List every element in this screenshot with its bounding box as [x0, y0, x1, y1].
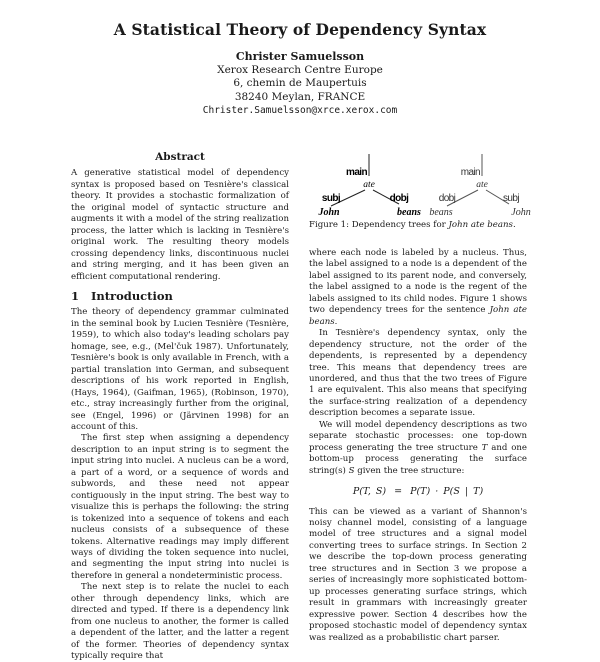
figure-caption [309, 220, 527, 230]
tree-structure-symbol: T [481, 442, 488, 453]
intro-paragraph-2: The first step when assigning a dependency description to an input string is to segment the input string into nuclei. A nucleus can be a word, a part of a word, or a sequence of words and subwords, and these need not appear contiguously in the input string. The best way to visualize this is perhaps the following: the string is tokenized into a sequence of tokens and each nucleus consists of a subsequence of these tokens. Alternative readings may imply different ways of dividing the token sequence into nuclei, and segmenting the input string into nuclei is therefore in general a nondeterministic process. [71, 433, 289, 581]
right-paragraph-1-example: John ate beans [309, 305, 527, 327]
right-paragraph-1-end: . [334, 316, 338, 327]
right-paragraph-2: In Tesnière's dependency syntax, only the dependency structure, not the order of the dependents, is represented by a dependency tree. This means that dependency trees are unordered, and thus that the two trees of Figure 1 are equivalent. This also means that specifying the surface-string realization of a dependency description becomes a separate issue. [309, 328, 527, 419]
tree2-left-label: dobj [438, 193, 456, 204]
section-heading [71, 288, 289, 303]
paper-title: A Statistical Theory of Dependency Syntax [113, 20, 487, 39]
author-affiliation: Xerox Research Centre Europe [217, 63, 383, 76]
equation-operator: = [394, 486, 403, 498]
abstract-text: A generative statistical model of dependency syntax is proposed based on Tesnière's classical theory. It provides a stochastic formalization of the original model of syntactic structure and augments it with a model of the string realization process, the latter which is lacking in Tesnière's original work. The resulting theory models crossing dependency links, discontinuous nuclei and string merging, and it has been given an efficient computational rendering. [71, 168, 289, 282]
equation-lhs: P(T, S) [352, 486, 387, 498]
author-block [0, 50, 600, 118]
figure-1 [309, 148, 539, 238]
tree2-root-label: main [460, 167, 480, 178]
right-column [309, 248, 527, 644]
tree1-root-node: ate [363, 180, 375, 190]
tree1-left-label: subj [321, 193, 341, 204]
section-title: Introduction [91, 288, 173, 303]
tree2-right-label: subj [503, 193, 519, 204]
equation [309, 486, 527, 497]
dependency-trees-diagram [309, 148, 539, 220]
author-name: Christer Samuelsson [235, 50, 365, 63]
tree1-root-label: main [346, 167, 367, 178]
dependency-tree-2 [429, 154, 530, 218]
right-paragraph-3-part-b: and one bottom-up process generating the surface string(s) [309, 442, 527, 476]
right-paragraph-3-part-a: We will model dependency descriptions as two separate stochastic processes: one top-down process generating the tree structure [309, 419, 527, 453]
abstract-heading: Abstract [155, 151, 205, 163]
author-address-line2: 38240 Meylan, FRANCE [234, 90, 366, 103]
equation-rhs: P(T) · P(S | T) [410, 486, 484, 498]
left-column [71, 152, 289, 662]
author-address-line1: 6, chemin de Maupertuis [233, 77, 367, 89]
tree2-right-node: John [511, 207, 531, 218]
right-paragraph-1 [309, 248, 527, 328]
right-paragraph-4: This can be viewed as a variant of Shannon's noisy channel model, consisting of a language model of tree structures and a signal model converting trees to surface strings. In Section 2 we describe the top-down process generating tree structures and in Section 3 we propose a series of increasingly more sophisticated bottom-up processes generating surface strings, which result in grammars with increasingly greater expressive power. Section 4 describes how the proposed stochastic model of dependency syntax was realized as a probabilistic chart parser. [309, 506, 527, 643]
intro-paragraph-3: The next step is to relate the nuclei to each other through dependency links, which are directed and typed. If there is a dependency link from one nucleus to another, the former is called a dependent of the latter, and the latter a regent of the former. Theories of dependency syntax typically require that [71, 582, 289, 662]
right-paragraph-3-part-c: given the tree structure: [354, 465, 465, 476]
dependency-tree-1 [317, 154, 421, 218]
intro-paragraph-1: The theory of dependency grammar culminated in the seminal book by Lucien Tesnière (Tesnière, 1959), to which also today's leading scholars pay homage, see, e.g., (Mel'čuk 1987). Unfortunately, Tesnière's book is only available in French, with a partial translation into German, and subsequent descriptions of his work reported in English, (Hays, 1964), (Gaifman, 1965), (Robinson, 1970), etc., stray increasingly further from the original, see (Engel, 1996) or (Järvinen 1998) for an account of this. [71, 307, 289, 432]
tree1-right-node: beans [397, 207, 421, 218]
figure-caption-example: John ate beans [448, 220, 513, 230]
tree1-left-node: John [318, 207, 340, 218]
figure-caption-text: Figure 1: Dependency trees for [309, 220, 449, 230]
author-email: Christer.Samuelsson@xrce.xerox.com [202, 105, 398, 116]
surface-string-symbol: S [348, 465, 355, 476]
right-paragraph-1-text: where each node is labeled by a nucleus. Thus, the label assigned to a node is a dependent of the label assigned to its parent node, and conversely, the label assigned to a node is the regent of the labels assigned to its child nodes. Figure 1 shows two dependency trees for the sentence [309, 248, 527, 316]
figure-caption-end: . [512, 220, 516, 230]
section-number: 1 [71, 288, 80, 303]
tree2-root-node: ate [476, 180, 488, 190]
tree2-left-node: beans [429, 207, 453, 218]
tree1-right-label: dobj [389, 193, 409, 204]
right-paragraph-3 [309, 420, 527, 477]
